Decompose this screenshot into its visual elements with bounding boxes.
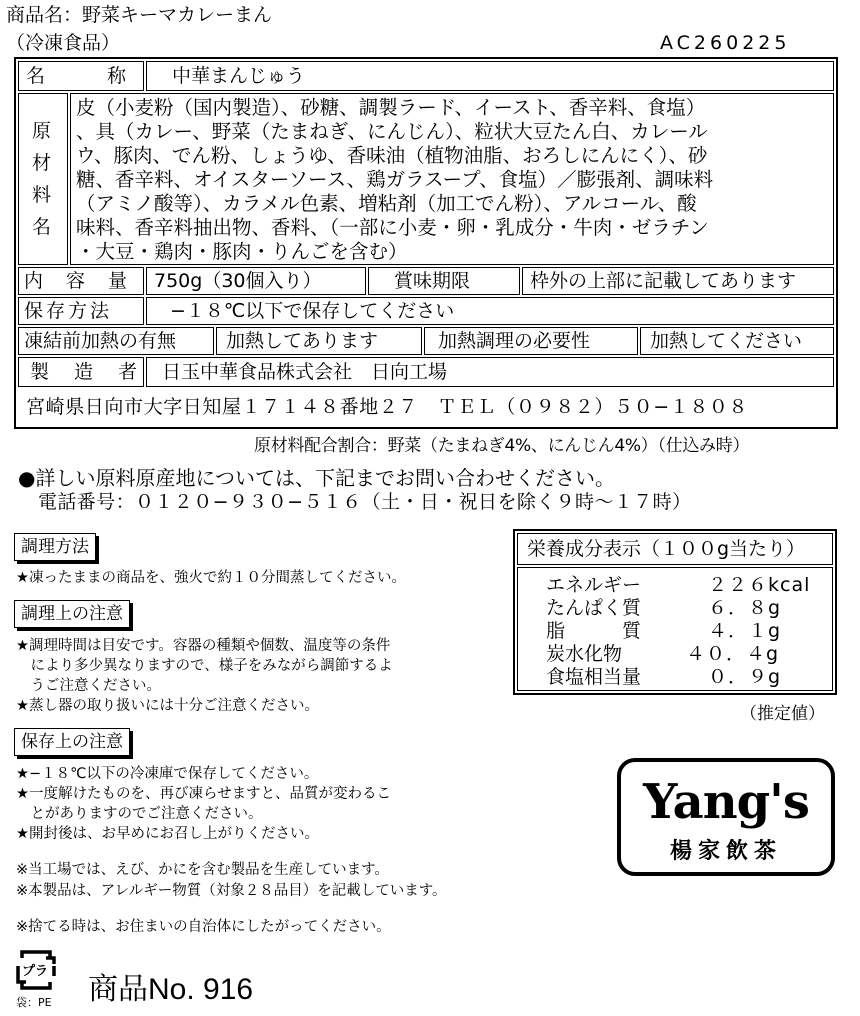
logo-subtitle: 楊家飲茶: [669, 838, 782, 864]
cooking-method-line: ★凍ったままの商品を、強火で約１０分間蒸してください。: [16, 570, 406, 586]
name-label: 名 称: [26, 65, 135, 87]
product-number: 商品No. 916: [88, 973, 254, 1006]
factory-note: ※本製品は、アレルギー物質（対象２８品目）を記載しています。: [16, 883, 447, 899]
cooking-caution-line: ★蒸し器の取り扱いには十分ご注意ください。: [16, 698, 319, 714]
cooking-caution-line: により多少異なりますので、様子をみながら調節するよ: [16, 658, 393, 674]
ingredients-line: ウ、豚肉、でん粉、しょうゆ、香味油（植物油脂、おろしにんにく）、砂: [76, 144, 708, 167]
maker-address: 宮崎県日向市大字日知屋１７１４８番地２７ ＴＥＬ（０９８２）５０−１８０８: [26, 396, 749, 418]
ingredient-ratio-note: 原材料配合割合：野菜（たまねぎ4%、にんじん4%）（仕込み時）: [254, 436, 750, 456]
storage-caution-title: 保存上の注意: [14, 728, 130, 756]
name-value: 中華まんじゅう: [172, 65, 306, 87]
product-category: （冷凍食品）: [6, 32, 121, 54]
preheat-label: 凍結前加熱の有無: [24, 330, 177, 352]
storage-caution-line: とがありますのでご注意ください。: [16, 806, 263, 822]
nutrition-row-name: 炭水化物: [546, 643, 623, 665]
ingredients-label-cell: [18, 93, 68, 265]
best-before-value: 枠外の上部に記載してあります: [530, 270, 797, 292]
nutrition-row-value: ６．８g: [708, 597, 782, 619]
nutrition-row-value: ２２６kcal: [708, 574, 811, 596]
preheat-value: 加熱してあります: [226, 330, 379, 352]
phone-info-line: 電話番号：０１２０−９３０−５１６（土・日・祝日を除く９時〜１７時）: [38, 491, 692, 513]
cook-need-value: 加熱してください: [650, 330, 803, 352]
plastic-recycle-icon: [14, 948, 58, 992]
ingredients-line: 皮（小麦粉（国内製造）、砂糖、調製ラード、イースト、香辛料、食塩）: [76, 96, 706, 119]
storage-caution-line: ★開封後は、お早めにお召し上がりください。: [16, 826, 319, 842]
nutrition-row-value: ０．９g: [708, 666, 782, 688]
ingredients-line: （アミノ酸等）、カラメル色素、増粘剤（加工でん粉）、アルコール、酸: [76, 192, 697, 215]
nutrition-row-name: 食塩相当量: [546, 666, 642, 688]
best-before-label: 賞味期限: [394, 270, 471, 292]
ingredients-label-char: 材: [32, 152, 52, 174]
ingredients-label-char: 名: [32, 216, 52, 238]
maker-label: 製 造 者: [30, 361, 141, 383]
maker-value: 日玉中華食品株式会社 日向工場: [162, 361, 448, 383]
cooking-caution-title: 調理上の注意: [14, 600, 130, 628]
nutrition-estimate: （推定値）: [740, 704, 825, 724]
ingredients-line: 、具（カレー、野菜（たまねぎ、にんじん）、粒状大豆たん白、カレール: [76, 120, 708, 143]
content-label: 内 容 量: [24, 270, 130, 292]
content-value: 750g（30個入り）: [154, 270, 322, 292]
ingredients-line: 味料、香辛料抽出物、香料、（一部に小麦・卵・乳成分・牛肉・ゼラチン: [76, 216, 709, 239]
ingredients-line: 糖、香辛料、オイスターソース、鶏ガラスープ、食塩）／膨張剤、調味料: [76, 168, 714, 191]
nutrition-row-name: たんぱく質: [546, 597, 642, 619]
cooking-caution-line: ★調理時間は目安です。容器の種類や個数、温度等の条件: [16, 638, 391, 654]
storage-value: −１８℃以下で保存してください: [170, 300, 455, 322]
ingredients-line: ・大豆・鶏肉・豚肉・りんごを含む）: [76, 240, 408, 263]
nutrition-title: 栄養成分表示（１００g当たり）: [527, 538, 806, 560]
recycle-mark-label: プラ: [22, 964, 49, 979]
storage-caution-line: ★−１８℃以下の冷凍庫で保存してください。: [16, 766, 319, 782]
cooking-method-title: 調理方法: [14, 533, 96, 561]
origin-info-line: ●詳しい原料原産地については、下記までお問い合わせください。: [18, 466, 616, 490]
logo-wordmark: Yang's: [643, 774, 809, 830]
nutrition-row-value: ４．１g: [708, 620, 782, 642]
nutrition-row-name: エネルギー: [546, 574, 642, 596]
packaging-material: 袋：PE: [16, 996, 52, 1009]
disposal-note: ※捨てる時は、お住まいの自治体にしたがってください。: [16, 919, 391, 935]
factory-note: ※当工場では、えび、かにを含む製品を生産しています。: [16, 862, 389, 878]
ingredients-label-char: 原: [32, 120, 52, 142]
cook-need-label: 加熱調理の必要性: [438, 330, 591, 352]
ingredients-text: [76, 96, 836, 264]
product-code: AC260225: [660, 32, 791, 54]
storage-caution-line: ★一度解けたものを、再び凍らせますと、品質が変わるこ: [16, 786, 392, 802]
yangs-logo: [617, 758, 835, 876]
ingredients-label-char: 料: [32, 184, 52, 206]
storage-label: 保存方法: [24, 300, 113, 322]
cooking-caution-line: うご注意ください。: [16, 678, 161, 694]
product-name: 商品名：野菜キーマカレーまん: [6, 4, 273, 26]
nutrition-row-value: ４０．４g: [686, 643, 780, 665]
nutrition-row-name: 脂 質: [546, 620, 642, 642]
